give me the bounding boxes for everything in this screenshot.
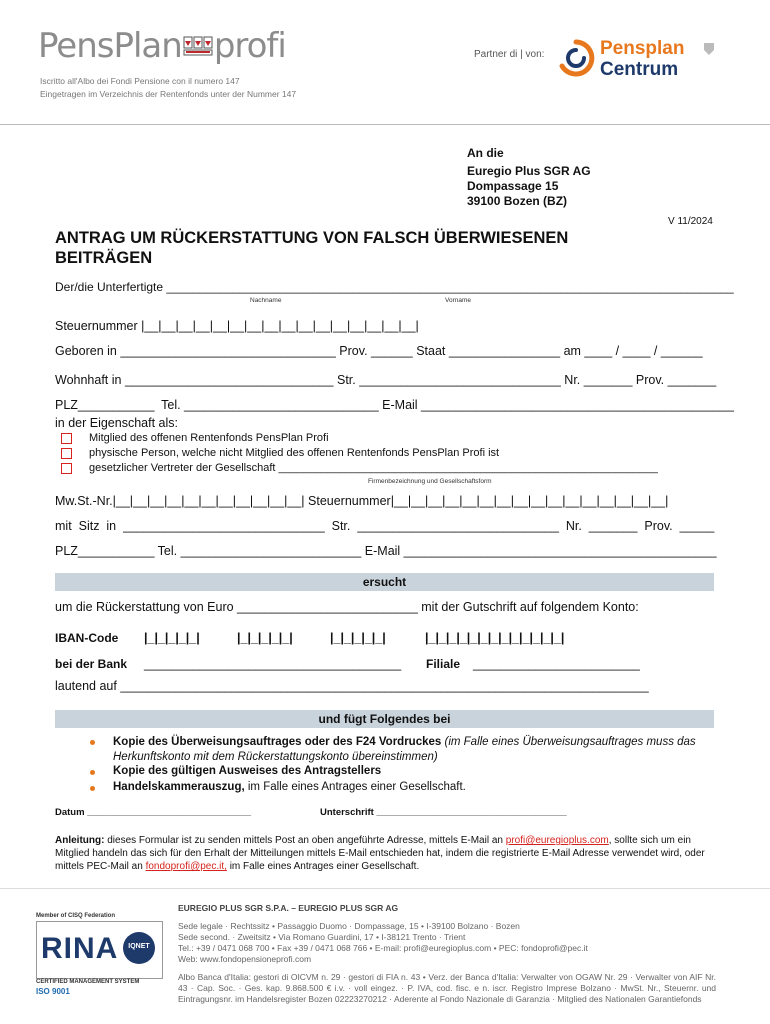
attachment-item-1-bold: Kopie des Überweisungsauftrages oder des F24 Vordruckes [113,736,442,748]
option-member-label: Mitglied des offenen Rentenfonds PensPlan Profi [89,432,329,444]
header-divider [0,124,770,125]
section-band-attachments: und fügt Folgendes bei [55,710,714,728]
iban-group-3[interactable]: |_|_|_|_|_| [330,631,386,645]
footer-contact: Tel.: +39 / 0471 068 700 • Fax +39 / 0471 068 766 • E-mail: profi@euregioplus.com • PEC: fondoprofi@pec.it [178,943,588,953]
cert-label: CERTIFIED MANAGEMENT SYSTEM [36,979,140,985]
pensplan-logo [38,26,286,66]
undersigned-field[interactable]: Der/die Unterfertigte _____________________________________________________________________________________ [55,280,734,294]
date-field[interactable]: Datum _______________________________ [55,807,251,818]
label-firstname: Vorname [445,297,472,304]
register-it: Iscritto all'Albo dei Fondi Pensione con il numero 147 [40,76,240,86]
pensplan-centrum-logo [556,38,716,82]
attachment-item-3-rest: im Falle eines Antrages einer Gesellschaft. [247,781,466,793]
instructions-text-3: im Falle eines Antrages einer Gesellschaft. [229,861,420,872]
footer-address-2: Sede second. · Zweitsitz • Via Romano Guardini, 17 • I-38121 Trento · Trient [178,932,466,942]
account-holder-field[interactable]: lautend auf ____________________________________________________________________________ [55,679,649,693]
branch-label: Filiale [426,657,461,671]
instructions-label: Anleitung: [55,835,105,846]
branch-field[interactable]: ________________________ [473,657,640,671]
recipient-address [467,146,591,209]
label-company: Firmenbezeichnung und Gesellschaftsform [368,478,492,485]
instructions-text-1: dieses Formular ist zu senden mittels Post an oben angeführte Adresse, mittels E-Mail an [107,835,503,846]
address-line: Dompassage 15 [467,179,559,193]
swirl-icon [556,38,596,78]
bank-label: bei der Bank [55,657,128,671]
footer-address-1: Sede legale · Rechtssitz • Passaggio Duomo · Dompassage, 15 • I-39100 Bolzano · Bozen [178,921,520,931]
instructions [55,834,717,873]
postal-contact-field[interactable]: PLZ___________ Tel. ____________________________ E-Mail _____________________________________________ [55,398,734,412]
address-line: Euregio Plus SGR AG [467,164,591,178]
iban-group-2[interactable]: |_|_|_|_|_| [237,631,293,645]
attachment-item-3-bold: Handelskammerauszug, [113,781,245,793]
attachment-item-2: Kopie des gültigen Ausweises des Antragstellers [113,765,382,777]
certification-badge [36,913,161,998]
option-non-member-label: physische Person, welche nicht Mitglied des offenen Rentenfonds PensPlan Profi ist [89,447,500,459]
bullet-icon [90,770,95,775]
checkbox-member[interactable] [61,433,72,444]
footer-legal: Albo Banca d'Italia: gestori di OICVM n. 29 · gestori di FIA n. 43 • Verz. der Banca d'Italia: Verwalter von OGAW Nr. 29 · Verwalter von AIF Nr. 43 · Cap. Soc. · Ges. kap. 9.868.500 € i.v. · voll eingez. · P. IVA, cod. fisc. e n. iscr. Registro Imprese Bolzano · MwSt. Nr., Steuernr. und Eintragungsnr. im Handelsregister Bozen 02223270212 · Aderente al Fondo Nazionale di Garanzia · Mitglied des Nationalen Garantiefonds [178,972,716,1004]
address-line: 39100 Bozen (BZ) [467,194,568,208]
refund-amount-field[interactable]: um die Rückerstattung von Euro __________________________ mit der Gutschrift auf folgendem Konto: [55,600,639,614]
email-link-pec[interactable]: fondoprofi@pec.it, [145,861,227,872]
register-de: Eingetragen im Verzeichnis der Rentenfonds unter der Nummer 147 [40,89,297,99]
iban-label: IBAN-Code [55,631,119,645]
attachment-item-1 [113,735,713,765]
taxcode-field[interactable]: Steuernummer |__|__|__|__|__|__|__|__|__|__|__|__|__|__|__|__| [55,319,419,333]
partner-logo-top: Pensplan [600,38,685,59]
birth-field[interactable]: Geboren in _______________________________ Prov. ______ Staat ________________ am ____ / ____ / ______ [55,344,703,358]
rina-logo: RINA [41,932,119,965]
title-line: BEITRÄGEN [55,249,153,267]
title-line: ANTRAG UM RÜCKERSTATTUNG VON FALSCH ÜBERWIESENEN [55,229,569,247]
partner-label: Partner di | von: [474,49,545,60]
iban-group-4[interactable]: |_|_|_|_|_|_|_|_|_|_|_|_|_| [425,631,565,645]
seat-field[interactable]: mit Sitz in _____________________________ Str. _____________________________ Nr. _______ Prov. _____ [55,519,715,533]
footer-company: EUREGIO PLUS SGR S.P.A. – EUREGIO PLUS SGR AG [178,903,399,913]
instructions-text-2: , sollte sich um ein Mitglied handeln das sich für den Erhalt der Mitteilungen mittels E-Mail entschieden hat, indem die registrierte E-Mail Adresse verwendet wird, oder mittels PEC-Mail an [55,835,705,872]
capacity-label: in der Eigenschaft als: [55,416,178,430]
bullet-icon [90,786,95,791]
logo-text-left: PensPlan [38,26,182,66]
version: V 11/2024 [668,216,713,227]
iqnet-logo [123,932,155,964]
page-title [55,228,568,268]
shield-icon [704,43,714,55]
label-surname: Nachname [250,297,282,304]
address-line: An die [467,146,504,160]
iso-label: ISO 9001 [36,987,70,996]
iqnet-label: IQNET [128,943,150,950]
signature-field[interactable]: Unterschrift ____________________________________ [320,807,567,818]
option-legal-rep-label[interactable]: gesetzlicher Vertreter der Gesellschaft ______________________________________________________________ [89,462,658,474]
attachment-item-3 [113,781,466,793]
cisq-label: Member of CISQ Federation [36,913,116,919]
bullet-icon [90,740,95,745]
postal-contact-field-2[interactable]: PLZ___________ Tel. __________________________ E-Mail _____________________________________________ [55,544,717,558]
email-link-profi[interactable]: profi@euregioplus.com [505,835,609,846]
vat-field[interactable]: Mw.St.-Nr.|__|__|__|__|__|__|__|__|__|__|__| Steuernummer|__|__|__|__|__|__|__|__|__|__|__|__|__|__|__|__| [55,494,669,508]
iban-group-1[interactable]: |_|_|_|_|_| [144,631,200,645]
logo-text-right: profi [213,26,286,66]
coat-of-arms-icon [183,35,213,57]
footer-divider [0,888,770,889]
partner-logo-bottom: Centrum [600,59,679,80]
residence-field[interactable]: Wohnhaft in ______________________________ Str. _____________________________ Nr. _______ Prov. _______ [55,373,717,387]
attachment-item-1-note: (im Falle eines Überweisungsauftrages muss das Herkunftskonto mit dem Rückerstattungskonto übereinstimmen) [113,736,696,763]
section-band-requests: ersucht [55,573,714,591]
bank-field[interactable]: _____________________________________ [144,657,402,671]
footer-web: Web: www.fondopensioneprofi.com [178,954,312,964]
checkbox-non-member[interactable] [61,448,72,459]
checkbox-legal-rep[interactable] [61,463,72,474]
